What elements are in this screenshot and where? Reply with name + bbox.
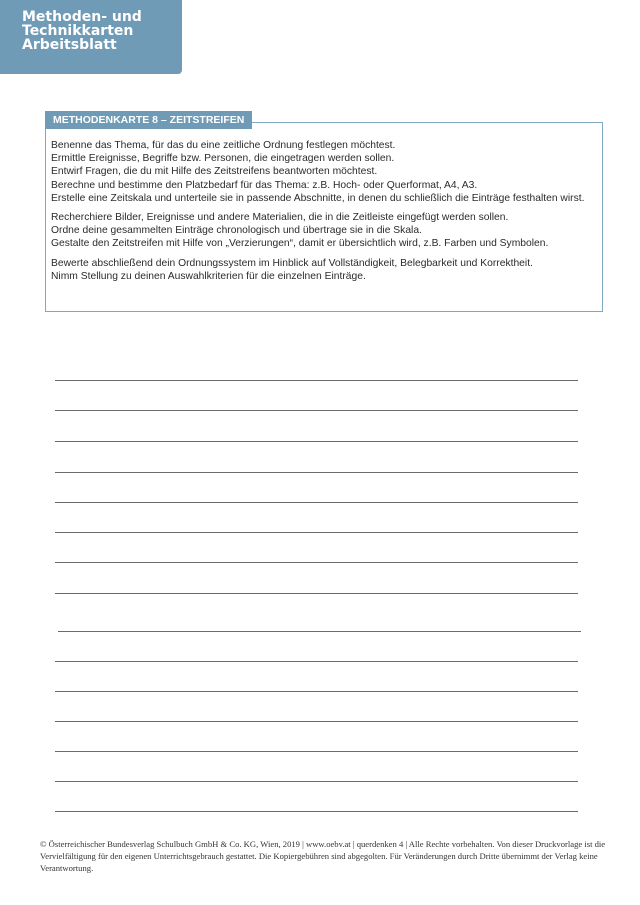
card-line: Bewerte abschließend dein Ordnungssystem im Hinblick auf Vollständigkeit, Belegbarkeit und Korrektheit.	[51, 257, 533, 269]
method-card-title: METHODENKARTE 8 – ZEITSTREIFEN	[45, 111, 252, 129]
card-line: Nimm Stellung zu deinen Auswahlkriterien für die einzelnen Einträge.	[51, 270, 366, 282]
card-line: Benenne das Thema, für das du eine zeitliche Ordnung festlegen möchtest.	[51, 140, 396, 151]
writing-line	[55, 532, 578, 533]
writing-line	[55, 562, 578, 563]
copyright-footer: © Österreichischer Bundesverlag Schulbuch GmbH & Co. KG, Wien, 2019 | www.oebv.at | querdenken 4 | Alle Rechte vorbehalten. Von dieser Druckvorlage ist die Vervielfältigung für den eigenen Unterrichtsgebrauch gestattet. Die Kopiergebühren sind abgegolten. Für Veränderungen durch Dritte übernimmt der Verlag keine Verantwortung.	[40, 839, 606, 873]
method-card-body	[51, 139, 596, 289]
writing-line	[55, 691, 578, 692]
card-paragraph	[51, 257, 596, 283]
writing-line	[55, 441, 578, 442]
header-line: Methoden- und	[22, 9, 142, 25]
card-line: Gestalte den Zeitstreifen mit Hilfe von „Verzierungen“, damit er übersichtlich wird, z.B. Farben und Symbolen.	[51, 238, 549, 250]
card-line: Berechne und bestimme den Platzbedarf für das Thema: z.B. Hoch- oder Querformat, A4, A3.	[51, 179, 478, 191]
writing-line	[55, 593, 578, 594]
header-line: Arbeitsblatt	[22, 37, 117, 53]
writing-line	[55, 781, 578, 782]
writing-line	[55, 721, 578, 722]
card-paragraph	[51, 211, 596, 251]
card-line: Ordne deine gesammelten Einträge chronologisch und übertrage sie in die Skala.	[51, 225, 422, 237]
card-line: Recherchiere Bilder, Ereignisse und andere Materialien, die in die Zeitleiste eingefügt werden sollen.	[51, 212, 509, 224]
writing-line	[55, 751, 578, 752]
writing-line	[55, 472, 578, 473]
writing-line	[55, 811, 578, 812]
writing-line	[55, 410, 578, 411]
writing-line	[55, 380, 578, 381]
card-line: Erstelle eine Zeitskala und unterteile sie in passende Abschnitte, in denen du schließlich die Einträge festhalten wirst.	[51, 192, 585, 204]
writing-line	[58, 631, 581, 632]
header-line: Technikkarten	[22, 23, 134, 39]
header-title	[22, 10, 142, 52]
card-line: Entwirf Fragen, die du mit Hilfe des Zeitstreifens beantworten möchtest.	[51, 166, 378, 178]
card-line: Ermittle Ereignisse, Begriffe bzw. Personen, die eingetragen werden sollen.	[51, 153, 395, 165]
writing-line	[55, 502, 578, 503]
card-paragraph	[51, 139, 596, 205]
header-tab	[0, 0, 182, 74]
writing-line	[55, 661, 578, 662]
